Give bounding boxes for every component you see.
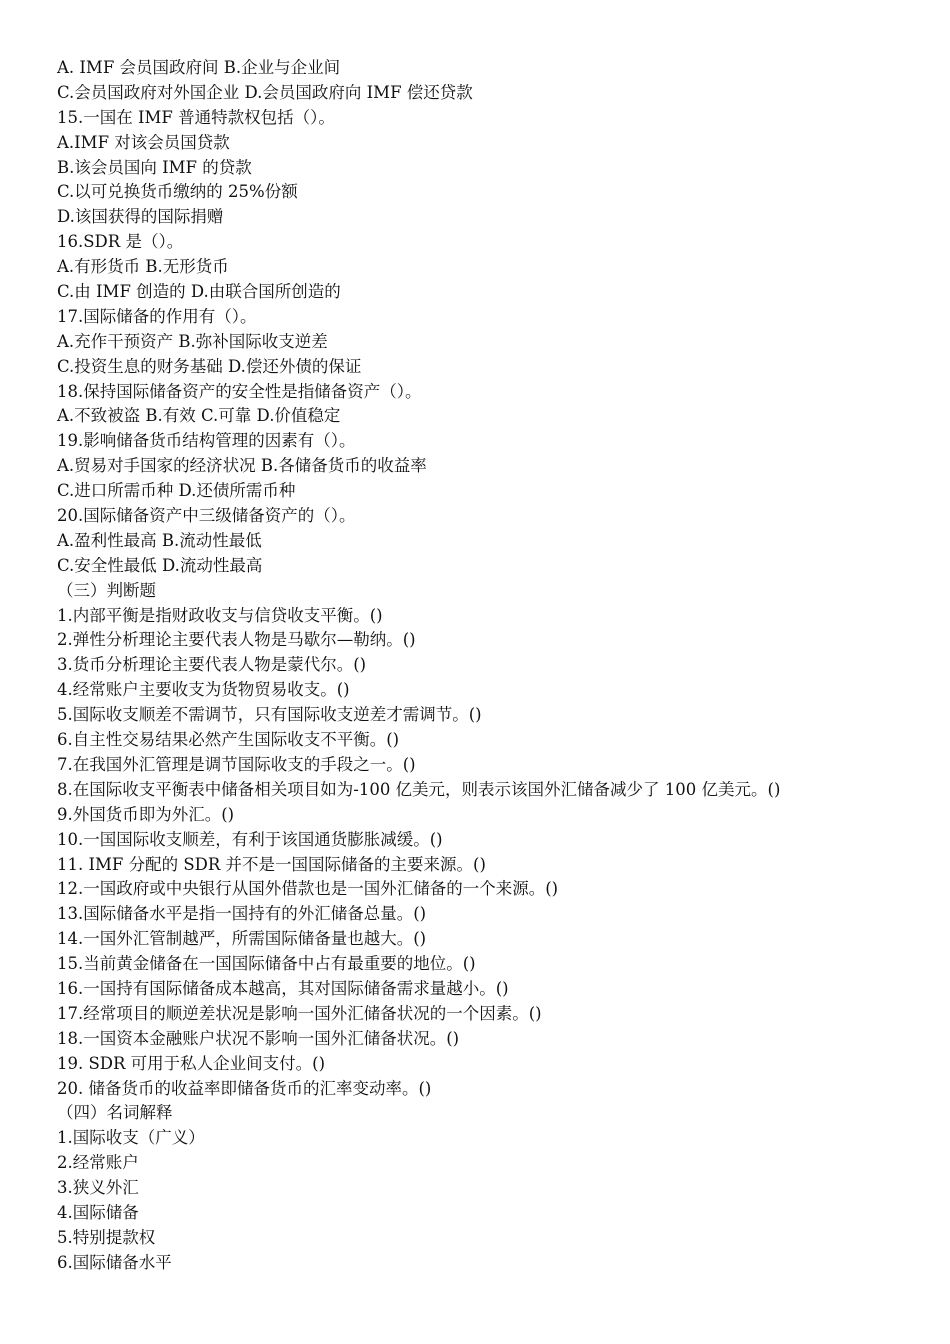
judgement-item: 19. SDR 可用于私人企业间支付。() <box>57 1053 326 1073</box>
question-line: 18.保持国际储备资产的安全性是指储备资产（）。 <box>57 381 422 401</box>
option-line: C.进口所需币种 D.还债所需币种 <box>57 481 296 501</box>
option-line: C.由 IMF 创造的 D.由联合国所创造的 <box>57 282 341 302</box>
option-line: A.盈利性最高 B.流动性最低 <box>57 530 262 550</box>
judgement-item: 13.国际储备水平是指一国持有的外汇储备总量。() <box>57 904 427 924</box>
question-line: 19.影响储备货币结构管理的因素有（）。 <box>57 431 356 451</box>
judgement-item: 9.外国货币即为外汇。() <box>57 804 235 824</box>
judgement-item: 16.一国持有国际储备成本越高，其对国际储备需求量越小。() <box>57 978 509 998</box>
section-heading-true-false: （三）判断题 <box>57 580 156 600</box>
judgement-item: 5.国际收支顺差不需调节，只有国际收支逆差才需调节。() <box>57 705 482 725</box>
judgement-item: 17.经常项目的顺逆差状况是影响一国外汇储备状况的一个因素。() <box>57 1003 542 1023</box>
judgement-item: 20. 储备货币的收益率即储备货币的汇率变动率。() <box>57 1078 432 1098</box>
question-line: 17.国际储备的作用有（）。 <box>57 306 257 326</box>
section-heading-terms: （四）名词解释 <box>57 1103 173 1123</box>
option-line: C.投资生息的财务基础 D.偿还外债的保证 <box>57 356 362 376</box>
term-item: 3.狭义外汇 <box>57 1178 139 1198</box>
judgement-item: 14.一国外汇管制越严，所需国际储备量也越大。() <box>57 929 427 949</box>
option-line: D.该国获得的国际捐赠 <box>57 207 224 227</box>
judgement-item: 7.在我国外汇管理是调节国际收支的手段之一。() <box>57 754 416 774</box>
question-line: 16.SDR 是（）。 <box>57 232 184 252</box>
option-line: A.贸易对手国家的经济状况 B.各储备货币的收益率 <box>57 456 427 476</box>
term-item: 6.国际储备水平 <box>57 1252 172 1272</box>
judgement-item: 3.货币分析理论主要代表人物是蒙代尔。() <box>57 655 367 675</box>
judgement-item: 11. IMF 分配的 SDR 并不是一国国际储备的主要来源。() <box>57 854 486 874</box>
judgement-item: 15.当前黄金储备在一国国际储备中占有最重要的地位。() <box>57 954 476 974</box>
judgement-item: 10.一国国际收支顺差，有利于该国通货膨胀减缓。() <box>57 829 443 849</box>
judgement-item: 4.经常账户主要收支为货物贸易收支。() <box>57 680 350 700</box>
judgement-item: 12.一国政府或中央银行从国外借款也是一国外汇储备的一个来源。() <box>57 879 559 899</box>
term-item: 4.国际储备 <box>57 1202 139 1222</box>
document-page <box>57 56 937 1276</box>
option-line: C.安全性最低 D.流动性最高 <box>57 555 263 575</box>
term-item: 1.国际收支（广义） <box>57 1128 205 1148</box>
judgement-item: 1.内部平衡是指财政收支与信贷收支平衡。() <box>57 605 383 625</box>
judgement-item: 6.自主性交易结果必然产生国际收支不平衡。() <box>57 730 400 750</box>
option-line: A.IMF 对该会员国贷款 <box>57 132 230 152</box>
option-line: A.不致被盗 B.有效 C.可靠 D.价值稳定 <box>57 406 341 426</box>
option-line: C.会员国政府对外国企业 D.会员国政府向 IMF 偿还贷款 <box>57 82 473 102</box>
option-line: A.有形货币 B.无形货币 <box>57 257 229 277</box>
term-item: 2.经常账户 <box>57 1153 139 1173</box>
option-line: A.充作干预资产 B.弥补国际收支逆差 <box>57 331 328 351</box>
option-line: A. IMF 会员国政府间 B.企业与企业间 <box>57 58 341 77</box>
question-line: 15.一国在 IMF 普通特款权包括（）。 <box>57 107 335 127</box>
judgement-item: 2.弹性分析理论主要代表人物是马歇尔—勒纳。() <box>57 630 416 650</box>
question-line: 20.国际储备资产中三级储备资产的（）。 <box>57 506 356 526</box>
option-line: B.该会员国向 IMF 的贷款 <box>57 157 252 177</box>
judgement-item: 18.一国资本金融账户状况不影响一国外汇储备状况。() <box>57 1028 460 1048</box>
term-item: 5.特别提款权 <box>57 1227 156 1247</box>
option-line: C.以可兑换货币缴纳的 25%份额 <box>57 182 298 202</box>
judgement-item: 8.在国际收支平衡表中储备相关项目如为-100 亿美元，则表示该国外汇储备减少了 100 亿美元。() <box>57 779 781 799</box>
